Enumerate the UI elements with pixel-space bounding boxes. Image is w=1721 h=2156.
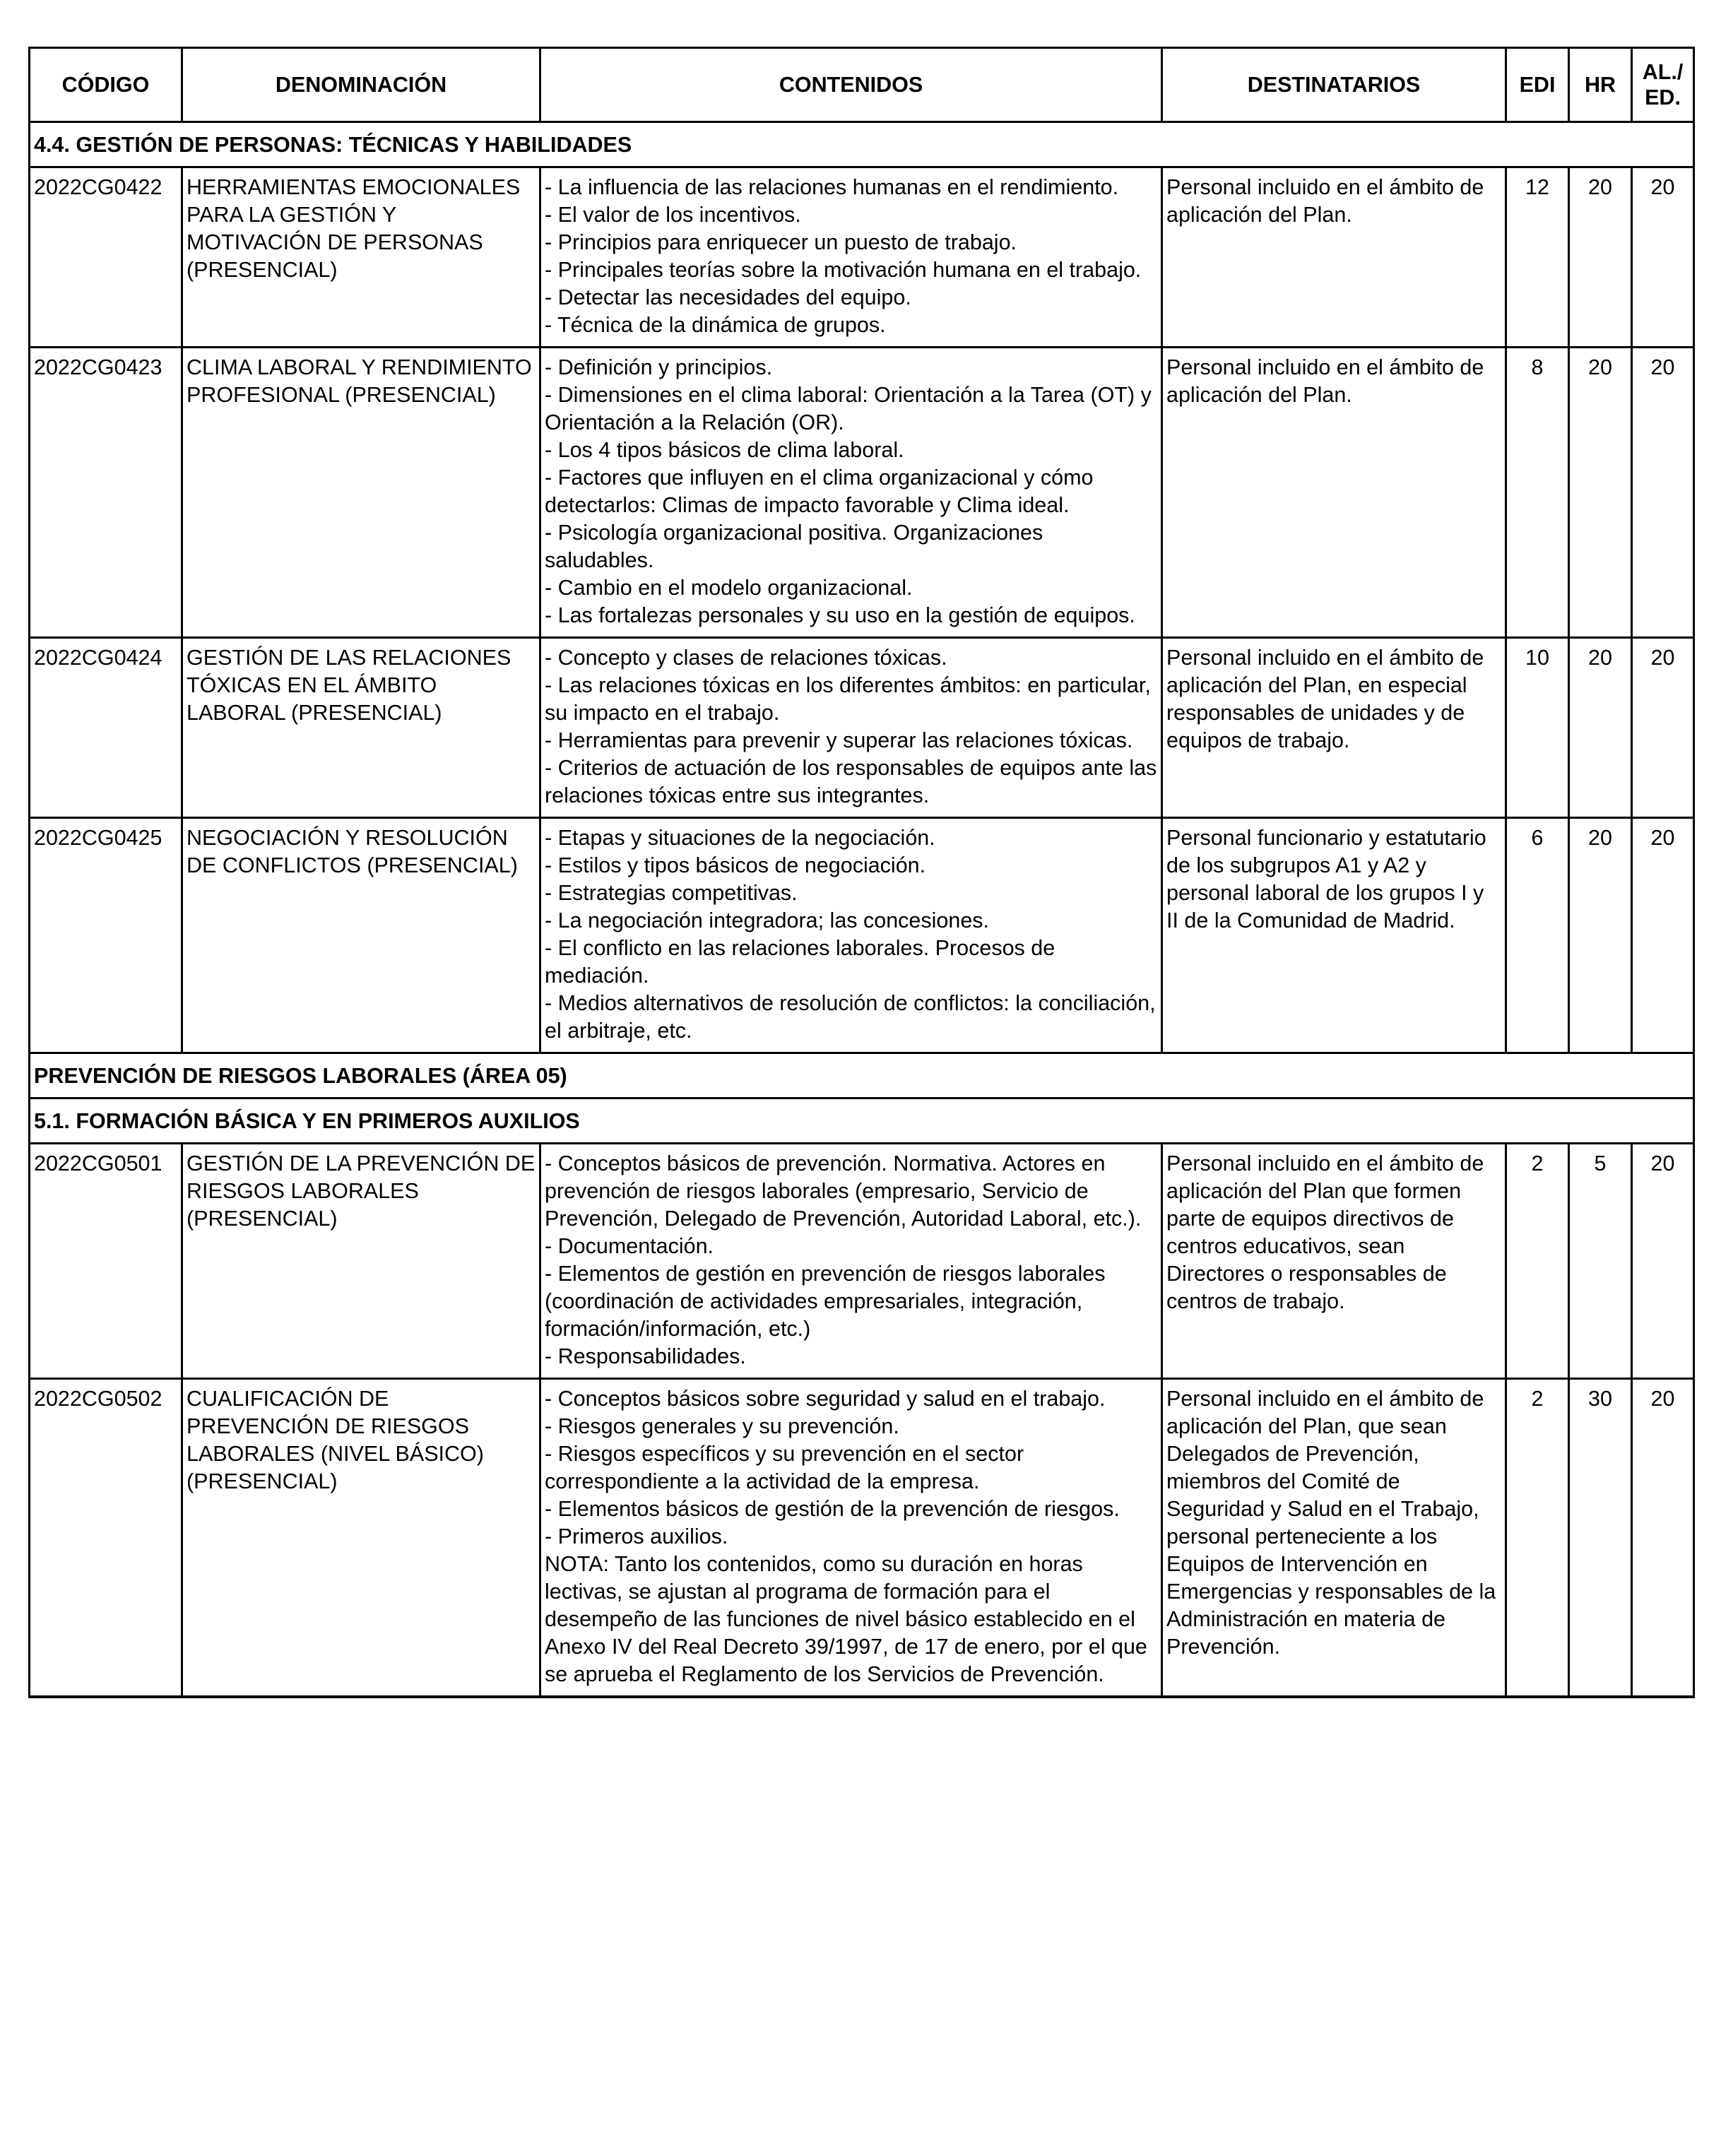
row-edi: 2 [1506,1379,1569,1698]
row-al-ed: 20 [1632,1379,1694,1698]
row-hr: 20 [1569,818,1632,1053]
row-destinatarios: Personal incluido en el ámbito de aplicación del Plan. [1162,348,1506,638]
row-hr: 20 [1569,638,1632,818]
text-line: - La influencia de las relaciones humanas en el rendimiento. [545,175,1119,199]
row-edi: 6 [1506,818,1569,1053]
text-line: - Detectar las necesidades del equipo. [545,285,911,309]
row-codigo: 2022CG0422 [30,167,182,348]
text-line: - El valor de los incentivos. [545,203,801,227]
text-line: NOTA: Tanto los contenidos, como su duración en horas lectivas, se ajustan al programa de formación para el desempeño de las funciones de nivel básico establecido en el Anexo IV del Real Decreto 39/1997, de 17 de enero, por el que se aprueba el Reglamento de los Servicios de Prevención. [545,1552,1147,1686]
text-line: - Técnica de la dinámica de grupos. [545,313,886,337]
row-al-ed: 20 [1632,1144,1694,1379]
row-contenidos [540,348,1162,638]
header-row [30,48,1694,122]
text-line: - Dimensiones en el clima laboral: Orientación a la Tarea (OT) y Orientación a la Relación (OR). [545,383,1152,434]
table-row [30,348,1694,638]
text-line: - Responsabilidades. [545,1344,746,1368]
section-heading-4-4: 4.4. GESTIÓN DE PERSONAS: TÉCNICAS Y HABILIDADES [30,122,1694,167]
text-line: - Principios para enriquecer un puesto de trabajo. [545,230,1017,254]
row-hr: 20 [1569,348,1632,638]
text-line: - Principales teorías sobre la motivación humana en el trabajo. [545,258,1142,282]
row-codigo: 2022CG0423 [30,348,182,638]
text-line: - Criterios de actuación de los responsables de equipos ante las relaciones tóxicas entre sus integrantes. [545,756,1157,807]
row-edi: 12 [1506,167,1569,348]
table-row [30,167,1694,348]
header-codigo: CÓDIGO [30,48,182,122]
row-contenidos [540,638,1162,818]
section-row [30,1098,1694,1144]
row-contenidos [540,167,1162,348]
text-line: - Elementos básicos de gestión de la prevención de riesgos. [545,1497,1120,1521]
section-heading-5-1: 5.1. FORMACIÓN BÁSICA Y EN PRIMEROS AUXILIOS [30,1098,1694,1144]
text-line: - Las fortalezas personales y su uso en la gestión de equipos. [545,603,1135,627]
row-edi: 10 [1506,638,1569,818]
text-line: - La negociación integradora; las concesiones. [545,908,990,932]
row-destinatarios: Personal incluido en el ámbito de aplicación del Plan, que sean Delegados de Prevención, miembros del Comité de Seguridad y Salud en el Trabajo, personal perteneciente a los Equipos de Intervención en Emergencias y responsables de la Administración en materia de Prevención. [1162,1379,1506,1698]
row-contenidos [540,818,1162,1053]
text-line: AL./ [1642,60,1684,84]
row-codigo: 2022CG0425 [30,818,182,1053]
row-denominacion: GESTIÓN DE LA PREVENCIÓN DE RIESGOS LABORALES (PRESENCIAL) [182,1144,540,1379]
header-denominacion: DENOMINACIÓN [182,48,540,122]
text-line: - Documentación. [545,1234,714,1258]
table-row [30,638,1694,818]
row-codigo: 2022CG0424 [30,638,182,818]
text-line: - Etapas y situaciones de la negociación. [545,826,935,850]
text-line: - Concepto y clases de relaciones tóxicas. [545,646,947,670]
text-line: - Conceptos básicos sobre seguridad y salud en el trabajo. [545,1387,1106,1411]
row-al-ed: 20 [1632,818,1694,1053]
text-line: ED. [1645,85,1681,109]
row-al-ed: 20 [1632,167,1694,348]
text-line: - Las relaciones tóxicas en los diferentes ámbitos: en particular, su impacto en el trabajo. [545,673,1151,725]
row-destinatarios: Personal funcionario y estatutario de los subgrupos A1 y A2 y personal laboral de los grupos I y II de la Comunidad de Madrid. [1162,818,1506,1053]
header-al-ed [1632,48,1694,122]
header-contenidos: CONTENIDOS [540,48,1162,122]
header-destinatarios: DESTINATARIOS [1162,48,1506,122]
text-line: - El conflicto en las relaciones laborales. Procesos de mediación. [545,936,1055,988]
header-hr: HR [1569,48,1632,122]
text-line: - Riesgos específicos y su prevención en el sector correspondiente a la actividad de la empresa. [545,1442,1024,1493]
row-denominacion: NEGOCIACIÓN Y RESOLUCIÓN DE CONFLICTOS (PRESENCIAL) [182,818,540,1053]
row-al-ed: 20 [1632,638,1694,818]
section-row [30,122,1694,167]
section-heading-area-05: PREVENCIÓN DE RIESGOS LABORALES (ÁREA 05) [30,1053,1694,1098]
text-line: - Herramientas para prevenir y superar las relaciones tóxicas. [545,728,1133,752]
text-line: - Medios alternativos de resolución de conflictos: la conciliación, el arbitraje, etc. [545,991,1156,1043]
table-row [30,1144,1694,1379]
row-destinatarios: Personal incluido en el ámbito de aplicación del Plan que formen parte de equipos directivos de centros educativos, sean Directores o responsables de centros de trabajo. [1162,1144,1506,1379]
row-codigo: 2022CG0501 [30,1144,182,1379]
row-denominacion: HERRAMIENTAS EMOCIONALES PARA LA GESTIÓN Y MOTIVACIÓN DE PERSONAS (PRESENCIAL) [182,167,540,348]
row-hr: 20 [1569,167,1632,348]
row-destinatarios: Personal incluido en el ámbito de aplicación del Plan, en especial responsables de unidades y de equipos de trabajo. [1162,638,1506,818]
row-edi: 8 [1506,348,1569,638]
text-line: - Definición y principios. [545,355,773,379]
row-destinatarios: Personal incluido en el ámbito de aplicación del Plan. [1162,167,1506,348]
row-contenidos [540,1379,1162,1698]
text-line: - Estrategias competitivas. [545,881,798,905]
row-codigo: 2022CG0502 [30,1379,182,1698]
section-row [30,1053,1694,1098]
text-line: - Conceptos básicos de prevención. Normativa. Actores en prevención de riesgos laborales (empresario, Servicio de Prevención, Delegado de Prevención, Autoridad Laboral, etc.). [545,1151,1142,1231]
table-row [30,818,1694,1053]
text-line: - Factores que influyen en el clima organizacional y cómo detectarlos: Climas de impacto favorable y Clima ideal. [545,466,1094,517]
row-al-ed: 20 [1632,348,1694,638]
text-line: - Los 4 tipos básicos de clima laboral. [545,438,904,462]
row-denominacion: GESTIÓN DE LAS RELACIONES TÓXICAS EN EL ÁMBITO LABORAL (PRESENCIAL) [182,638,540,818]
table-row [30,1379,1694,1698]
row-hr: 5 [1569,1144,1632,1379]
row-contenidos [540,1144,1162,1379]
course-table [28,47,1695,1698]
row-denominacion: CUALIFICACIÓN DE PREVENCIÓN DE RIESGOS LABORALES (NIVEL BÁSICO) (PRESENCIAL) [182,1379,540,1698]
text-line: - Cambio en el modelo organizacional. [545,576,913,600]
text-line: - Psicología organizacional positiva. Organizaciones saludables. [545,521,1043,572]
row-edi: 2 [1506,1144,1569,1379]
text-line: - Estilos y tipos básicos de negociación. [545,853,926,877]
text-line: - Elementos de gestión en prevención de riesgos laborales (coordinación de actividades empresariales, integración, formación/información, etc.) [545,1262,1106,1341]
text-line: - Riesgos generales y su prevención. [545,1414,899,1438]
row-hr: 30 [1569,1379,1632,1698]
header-edi: EDI [1506,48,1569,122]
text-line: - Primeros auxilios. [545,1524,728,1548]
row-denominacion: CLIMA LABORAL Y RENDIMIENTO PROFESIONAL (PRESENCIAL) [182,348,540,638]
